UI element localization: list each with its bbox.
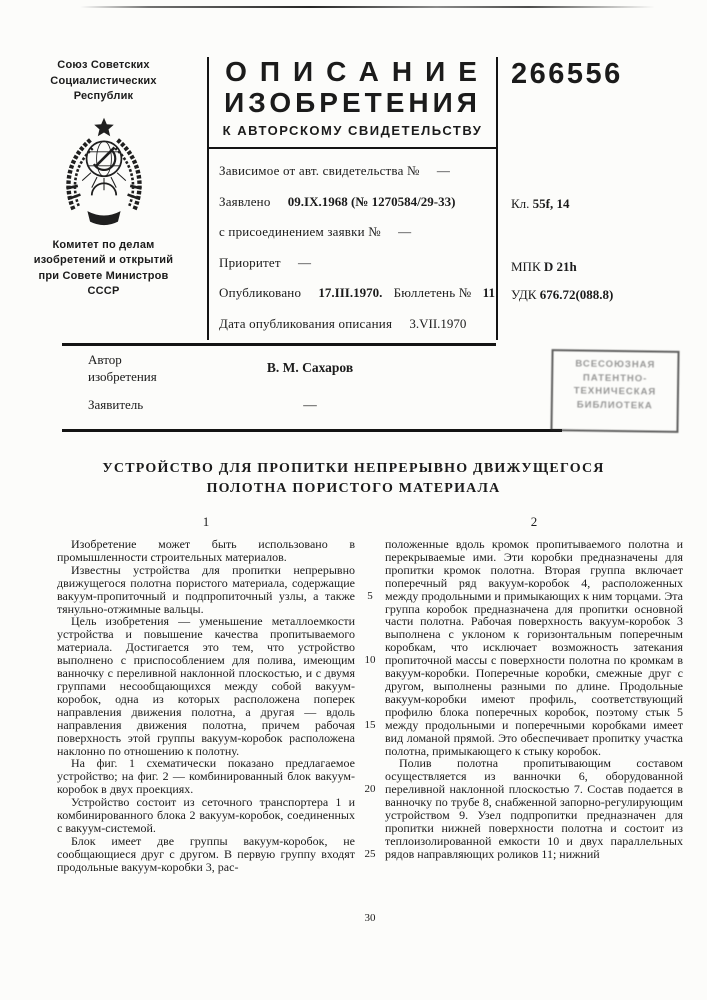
field-label: МПК	[511, 259, 541, 274]
field-description-published	[219, 316, 496, 332]
line-marker: 20	[364, 783, 376, 795]
line-marker: 5	[367, 590, 373, 602]
paragraph: Полив полотна пропитывающим составом осуществляется из ванночки 6, оборудованной переливной наклонной плоскостью 7. Состав подается в ванночку по трубе 8, снабженной запорно-регулирующим устройством 9. Узел подпропитки предназначен для пропитки нижней поверхности полотна и состоит из теплоизолированной емкости 10 и двух параллельных рядов направляющих роликов 11; нижний	[385, 756, 683, 861]
stamp-line: ТЕХНИЧЕСКАЯ	[573, 385, 657, 398]
field-joined-application	[219, 224, 496, 240]
field-label: Заявлено	[219, 193, 271, 209]
field-dependent	[219, 163, 496, 179]
field-value: 3.VII.1970	[409, 315, 467, 331]
field-priority	[219, 255, 496, 271]
field-udk	[511, 287, 613, 303]
paragraph: Блок имеет две группы вакуум-коробок, не сообщающиеся друг с другом. В первую группу входят продольные вакуум-коробки 3, рас-	[57, 833, 355, 874]
doc-type-title-line1: ОПИСАНИЕ	[225, 56, 490, 87]
author-label-line: изобретения	[88, 368, 157, 384]
line-marker: 30	[364, 912, 376, 924]
field-label: Бюллетень №	[393, 285, 472, 300]
paragraph: На фиг. 1 схематически показано предлагаемое устройство; на фиг. 2 — комбинированный блок вакуум-коробок в двух проекциях.	[57, 756, 355, 797]
field-label: Приоритет	[219, 254, 281, 270]
field-value: —	[436, 163, 450, 178]
field-value: —	[298, 254, 311, 270]
country-line: Социалистических	[50, 74, 157, 87]
issuer-column	[0, 58, 207, 300]
author-label-line: Автор	[88, 352, 122, 367]
country-name	[0, 58, 207, 105]
field-label: Дата опубликования описания	[219, 315, 393, 331]
field-mpk	[511, 259, 577, 275]
field-label: Зависимое от авт. свидетельства №	[219, 163, 420, 178]
stamp-line: ВСЕСОЮЗНАЯ	[575, 358, 656, 371]
line-marker: 15	[364, 719, 376, 731]
field-label: Опубликовано	[219, 285, 302, 300]
field-value: 17.III.1970.	[318, 285, 383, 300]
committee-line: при Совете Министров	[38, 269, 169, 282]
bibliographic-fields	[209, 149, 496, 332]
body-column-right	[385, 516, 683, 874]
classification-column	[498, 56, 707, 302]
patent-number: 266556	[511, 58, 623, 90]
applicant-value: —	[303, 397, 317, 412]
country-line: Союз Советских	[57, 59, 150, 71]
scan-artifact-line	[80, 6, 655, 8]
committee-line: изобретений и открытий	[33, 254, 174, 266]
field-value: 676.72(088.8)	[539, 287, 614, 302]
invention-title-line1: УСТРОЙСТВО ДЛЯ ПРОПИТКИ НЕПРЕРЫВНО ДВИЖУЩЕГОСЯ	[102, 461, 605, 476]
doc-type-subtitle: К АВТОРСКОМУ СВИДЕТЕЛЬСТВУ	[209, 123, 496, 149]
document-type-column	[209, 56, 496, 346]
paragraph: Изобретение может быть использовано в промышленности строительных материалов.	[57, 537, 355, 564]
column-number-left: 1	[202, 514, 210, 529]
paragraph: Устройство состоит из сеточного транспортера 1 и комбинированного блока 2 вакуум-коробок, соединенных с вакуум-системой.	[57, 795, 355, 835]
paragraph: Известны устройства для пропитки непрерывно движущегося полотна пористого материала, содержащие вакуум-пропиточный и подпропиточный узлы, а также тянульно-отжимные вальцы.	[57, 562, 355, 616]
parties-rule-bottom	[62, 429, 562, 432]
field-label: Кл.	[511, 196, 530, 211]
stamp-line: ПАТЕНТНО-	[582, 372, 648, 384]
field-label: с присоединением заявки №	[219, 224, 381, 239]
line-marker: 25	[364, 848, 376, 860]
field-published	[219, 285, 496, 301]
applicant-label: Заявитель	[88, 397, 144, 412]
column-number-right: 2	[530, 514, 538, 529]
stamp-line: БИБЛИОТЕКА	[576, 398, 653, 412]
field-value: —	[398, 224, 412, 239]
paragraph: положенные вдоль кромок пропитываемого полотна и перекрываемые ими. Эти коробки предназначены для пропитки кромок полотна. Вторая группа включает поперечный ряд вакуум-коробок 4, расположенных между продольными и примыкающих к ним торцами. Эта группа коробок предназначена для пропитки основной части полотна. Рабочая поверхность вакуум-коробок 3 выполнена с уклоном к горизонтальным поперечным коробкам, что исключает возможность затекания пропиточной массы с поверхности полотна по кромкам в вакуум-коробки. Поперечные коробки, смежные друг с другом, выполнены разными по длине. Продольные вакуум-коробки имеют профиль, соответствующий профилю блока поперечных коробок, поэтому стык 5 между продольными и поперечными коробками имеет вид ломаной прямой. Это обеспечивает пропитку участка полотна, примыкающего к стыку коробок.	[385, 537, 683, 758]
committee-line: Комитет по делам	[52, 238, 155, 251]
doc-type-title-line2: ИЗОБРЕТЕНИЯ	[224, 87, 481, 118]
author-label	[88, 352, 157, 385]
line-marker: 10	[364, 654, 376, 666]
line-number-gutter	[355, 516, 385, 924]
body-column-left	[57, 516, 355, 874]
committee-name	[0, 238, 207, 300]
author-name: В. М. Сахаров	[266, 360, 354, 375]
invention-title-line2: ПОЛОТНА ПОРИСТОГО МАТЕРИАЛА	[206, 481, 501, 496]
field-value: D 21h	[543, 259, 577, 274]
library-stamp	[550, 349, 679, 433]
header-divider-right	[496, 57, 498, 340]
field-value: 55f, 14	[532, 196, 570, 211]
parties-rule-top	[62, 343, 496, 346]
ussr-emblem-icon	[0, 115, 207, 232]
paragraph: Цель изобретения — уменьшение металлоемкости устройства и повышение качества пропитываемого материала. Достигается это тем, что устройство выполнено с приспособлением для полива, имеющим ванночку с переливной наклонной плоскостью, и с двумя группами несообщающихся между собой вакуум-коробок, одна из которых расположена поперек направления движения полотна, а другая — вдоль направления движения полотна, причем рабочая поверхность этой группы вакуум-коробок расположена наклонно по отношению к полотну.	[57, 614, 355, 758]
country-line: Республик	[73, 90, 134, 102]
field-value: 11	[482, 285, 495, 300]
committee-line: СССР	[87, 285, 120, 297]
field-class	[511, 196, 570, 212]
field-label: УДК	[511, 287, 537, 302]
description-body	[57, 514, 683, 924]
field-filed	[219, 194, 496, 210]
invention-title	[0, 459, 707, 499]
field-value: 09.IX.1968 (№ 1270584/29-33)	[287, 193, 456, 209]
